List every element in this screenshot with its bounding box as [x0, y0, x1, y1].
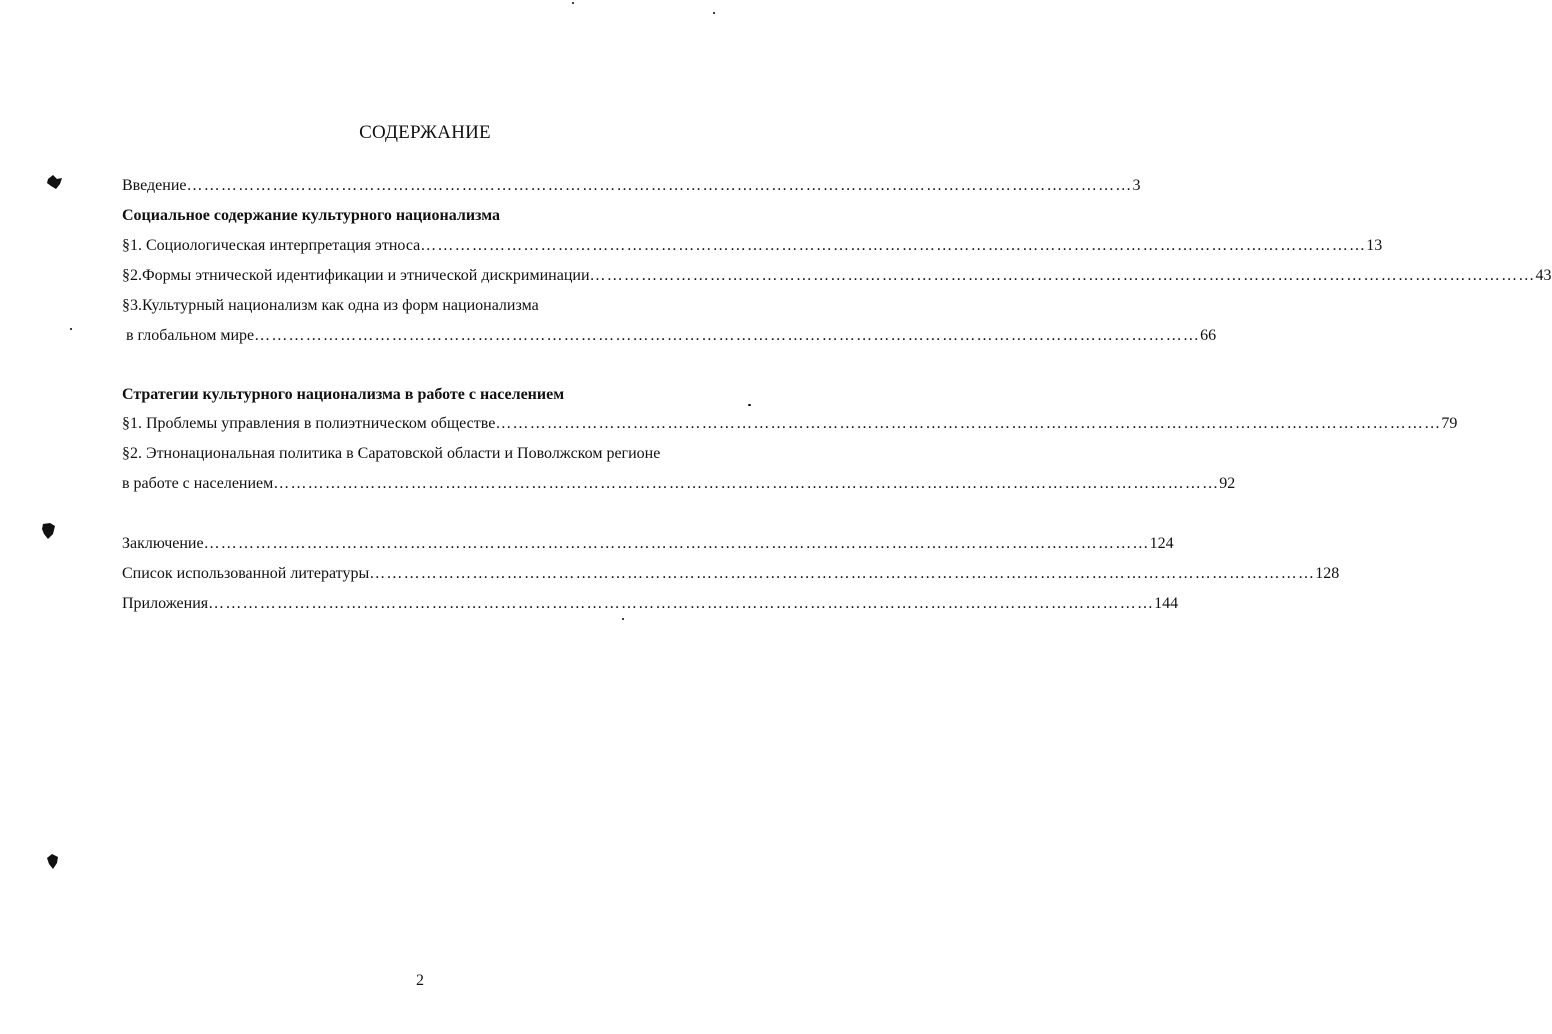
- toc-page-number: 124: [1149, 535, 1174, 552]
- toc-entry-text: в работе с населением: [122, 475, 274, 492]
- toc-entry-s1-1: [122, 236, 1383, 256]
- toc-entry-text: Введение: [122, 177, 187, 194]
- toc-page-number: 43: [1535, 267, 1552, 284]
- dot-leader: …………………………………………………………………………………………………………………………………………………: [186, 177, 1133, 194]
- toc-page-number: 144: [1154, 595, 1179, 612]
- toc-page-number: 79: [1441, 415, 1458, 432]
- dot-leader: …………………………………………………………………………………………………………………………………………………: [273, 475, 1220, 492]
- toc-page-number: 92: [1219, 475, 1236, 492]
- toc-entry-s1-3: [126, 326, 1217, 346]
- toc-entry-conclusion: [122, 534, 1174, 554]
- ink-blot-icon: [44, 852, 62, 872]
- dot-leader: …………………………………………………………………………………………………………………………………………………: [208, 595, 1155, 612]
- dot-leader: …………………………………………………………………………………………………………………………………………………: [203, 535, 1150, 552]
- dot-leader: …………………………………………………………………………………………………………………………………………………: [495, 415, 1442, 432]
- ink-blot-icon: [44, 173, 66, 193]
- toc-page-number: 3: [1132, 177, 1141, 194]
- toc-entry-text: §1. Социологическая интерпретация этноса: [122, 237, 421, 254]
- part1-heading: Социальное содержание культурного национализма: [122, 207, 501, 224]
- toc-title: СОДЕРЖАНИЕ: [359, 122, 491, 143]
- toc-entry-text: в глобальном мире: [126, 327, 255, 344]
- toc-entry-s1-3-line1: §3.Культурный национализм как одна из форм национализма: [122, 297, 539, 314]
- toc-entry-s2-2-line1: §2. Этнонациональная политика в Саратовской области и Поволжском регионе: [122, 445, 661, 462]
- dot-leader: …………………………………………………………………………………………………………………………………………………: [254, 327, 1201, 344]
- toc-entry-references: [122, 564, 1340, 584]
- toc-entry-s2-2: [122, 474, 1236, 494]
- dot-leader: …………………………………………………………………………………………………………………………………………………: [369, 565, 1316, 582]
- part2-heading: Стратегии культурного национализма в работе с населением: [122, 386, 565, 403]
- toc-entry-intro: [122, 176, 1141, 196]
- toc-entry-text: §2.Формы этнической идентификации и этнической дискриминации: [122, 267, 590, 284]
- scan-speck: [748, 404, 751, 406]
- dot-leader: …………………………………………………………………………………………………………………………………………………: [420, 237, 1367, 254]
- toc-entry-text: Список использованной литературы: [122, 565, 370, 582]
- toc-entry-text: Приложения: [122, 595, 209, 612]
- toc-entry-s2-1: [122, 414, 1458, 434]
- toc-entry-text: Заключение: [122, 535, 204, 552]
- toc-entry-s1-2: [122, 266, 1552, 286]
- ink-blot-icon: [38, 520, 60, 542]
- scan-speck: [572, 2, 574, 4]
- toc-page-number: 13: [1366, 237, 1383, 254]
- toc-entry-text: §1. Проблемы управления в полиэтническом обществе: [122, 415, 496, 432]
- toc-page-number: 66: [1200, 327, 1217, 344]
- scan-speck: [713, 12, 715, 14]
- dot-leader: …………………………………………………………………………………………………………………………………………………: [589, 267, 1536, 284]
- scan-speck: [70, 328, 72, 330]
- toc-page-number: 128: [1315, 565, 1340, 582]
- toc-entry-appendix: [122, 594, 1179, 614]
- page-number: 2: [416, 972, 424, 989]
- scan-speck: [622, 618, 624, 620]
